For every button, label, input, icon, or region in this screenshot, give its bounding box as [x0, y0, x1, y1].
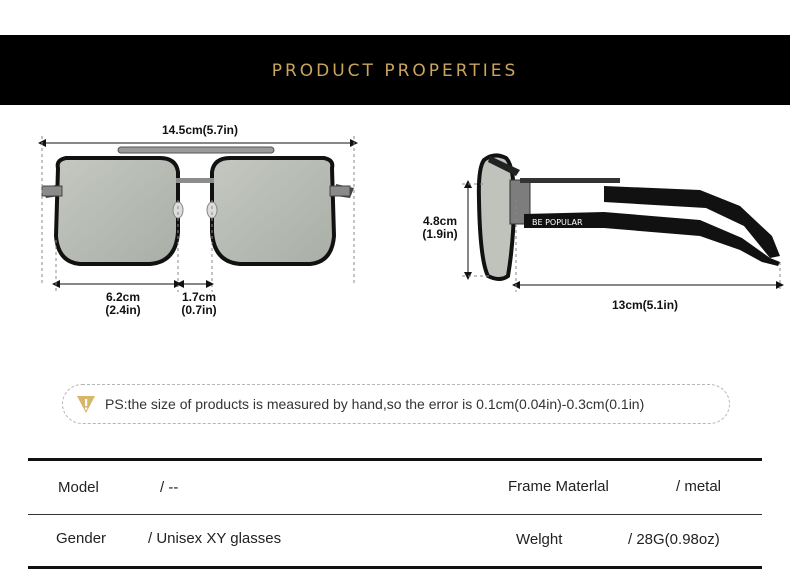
page-title: PRODUCT PROPERTIES — [271, 61, 519, 81]
table-top-rule — [28, 458, 762, 461]
brand-label: BE POPULAR — [532, 218, 583, 227]
lens-width-in-label: (2.4in) — [105, 303, 141, 317]
side-view-glasses — [479, 155, 780, 279]
lens-width-label: 6.2cm — [105, 290, 141, 304]
gender-value: / Unisex XY glasses — [148, 530, 282, 547]
total-width-label: 14.5cm(5.7in) — [161, 123, 239, 137]
measurement-note — [62, 384, 730, 424]
temple-length-label: 13cm(5.1in) — [611, 298, 679, 312]
model-value: / -- — [160, 479, 179, 496]
bridge-width-in-label: (0.7in) — [181, 303, 217, 317]
frame-material-value: / metal — [676, 478, 722, 495]
model-label: Model — [58, 479, 99, 496]
table-mid-rule — [28, 514, 762, 515]
bridge-width-label: 1.7cm — [181, 290, 217, 304]
gender-label: Gender — [56, 530, 107, 547]
lens-height-label: 4.8cm — [422, 214, 458, 228]
weight-label: Welght — [516, 531, 563, 548]
lens-height-in-label: (1.9in) — [422, 227, 458, 241]
frame-material-label: Frame Materlal — [508, 478, 609, 495]
warning-icon — [75, 393, 97, 415]
table-bottom-rule — [28, 566, 762, 569]
weight-value: / 28G(0.98oz) — [628, 531, 720, 548]
front-view-glasses — [42, 147, 354, 264]
note-text: PS:the size of products is measured by hand,so the error is 0.1cm(0.04in)-0.3cm(0.1in) — [105, 396, 645, 412]
